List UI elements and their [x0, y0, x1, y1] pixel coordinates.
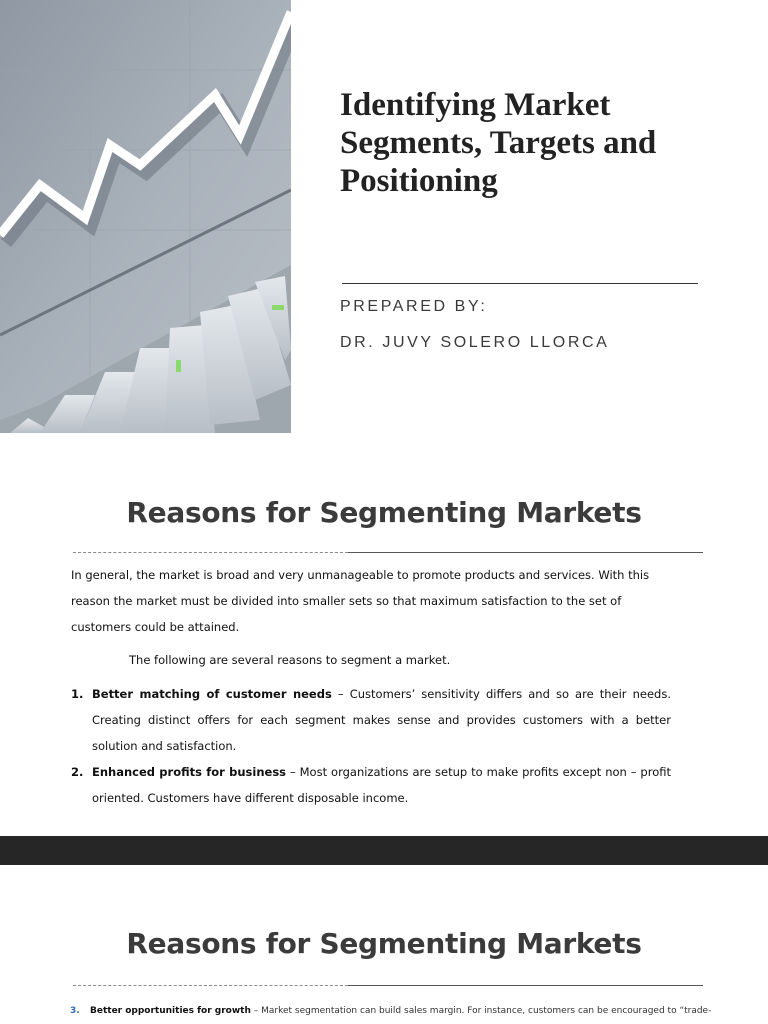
heading-divider — [73, 552, 703, 554]
list-lead: Better opportunities for growth — [90, 1006, 251, 1016]
cover-title — [340, 86, 740, 200]
list-number: 2. — [71, 765, 84, 779]
title-divider — [342, 283, 698, 284]
slide-heading: Reasons for Segmenting Markets — [126, 496, 642, 529]
reasons-slide-continued — [0, 865, 768, 1024]
following-text: The following are several reasons to segment a market. — [129, 653, 451, 667]
slide-separator — [0, 836, 768, 865]
cover-title-line-1: Identifying Market — [340, 87, 611, 123]
list-number: 3. — [70, 1006, 80, 1016]
reasons-list — [71, 681, 671, 811]
reasons-slide — [0, 433, 768, 836]
intro-line-2: reason the market must be divided into smaller sets so that maximum satisfaction to the set of — [71, 594, 622, 608]
author-name: DR. JUVY SOLERO LLORCA — [340, 334, 610, 351]
heading-divider — [73, 985, 703, 987]
cover-title-line-3: Positioning — [340, 163, 498, 199]
list-lead: Enhanced profits for business — [92, 765, 287, 779]
list-text: – Market segmentation can build sales margin. For instance, customers can be encouraged to “trade- — [250, 1006, 712, 1016]
list-item — [71, 759, 671, 811]
slide-heading: Reasons for Segmenting Markets — [126, 927, 642, 960]
list-number: 1. — [71, 687, 84, 701]
list-lead: Better matching of customer needs — [92, 687, 332, 701]
reasons-list — [70, 1004, 710, 1018]
list-item — [71, 681, 671, 759]
cover-slide — [0, 0, 768, 433]
list-text: – Customers’ sensitivity differs and so are their needs. Creating distinct offers for each segment makes sense and provides customers with a better solution and satisfaction. — [92, 687, 671, 753]
rising-arrow-staircase-image — [0, 0, 291, 433]
list-text: – Most organizations are setup to make profits except non – profit oriented. Customers have different disposable income. — [92, 765, 671, 805]
list-item — [70, 1004, 710, 1018]
intro-line-3: customers could be attained. — [71, 620, 240, 634]
cover-title-line-2: Segments, Targets and — [340, 125, 657, 161]
prepared-by-label: PREPARED BY: — [340, 298, 488, 315]
intro-line-1: In general, the market is broad and very unmanageable to promote products and services. With this — [71, 568, 650, 582]
cover-image — [0, 0, 291, 433]
